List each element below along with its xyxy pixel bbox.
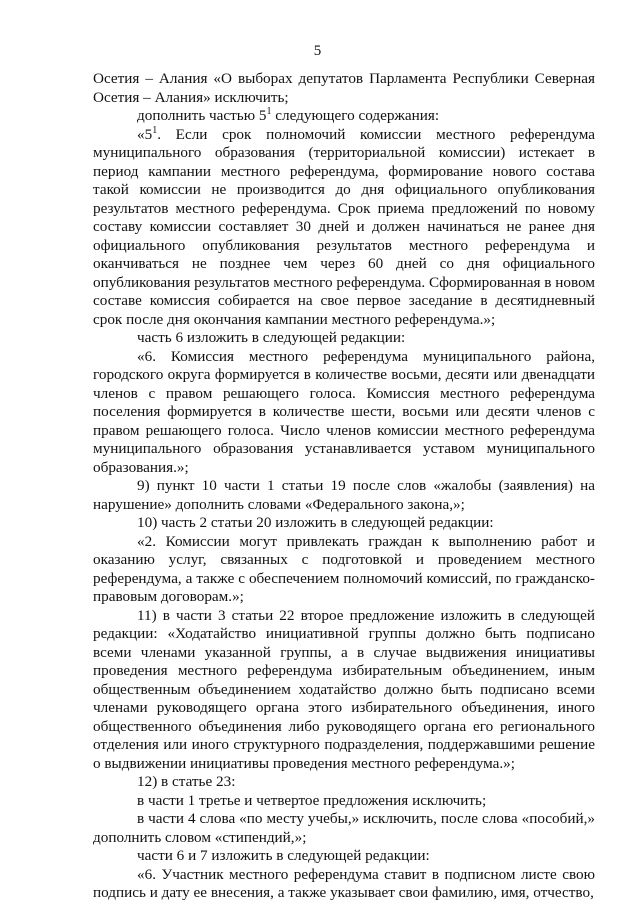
text-segment: дополнить частью 5 (137, 107, 267, 124)
paragraph-add-part (93, 107, 595, 126)
paragraph-item-12: 12) в статье 23: (137, 773, 236, 790)
page-number: 5 (313, 43, 322, 59)
paragraph-part-6-signature: «6. Участник местного референдума ставит в подписном листе свою подпись и дату ее внесения, а также указывает свои фамилию, имя, отчество, (93, 865, 595, 901)
paragraph-continuation: Осетия – Алания «О выборах депутатов Парламента Республики Северная Осетия – Алания» исключить; (93, 70, 595, 106)
text-segment: «5 (137, 125, 153, 143)
paragraph-item-12-part-4: в части 4 слова «по месту учебы,» исключить, после слова «пособий,» дополнить словом «стипендий,»; (93, 810, 595, 846)
paragraph-item-10: 10) часть 2 статьи 20 изложить в следующей редакции: (137, 514, 494, 531)
paragraph-item-10-text: «2. Комиссии могут привлекать граждан к выполнению работ и оказанию услуг, связанных с подготовкой и проведением местного референдума, а также с обеспечением полномочий комиссий, по гражданско-правовым договорам.»; (93, 532, 595, 605)
text-segment: . Если срок полномочий комиссии местного референдума муниципального образования (территориальной комиссии) истекает в период кампании местного референдума, формирование нового состава такой комиссии не производится до дня официального опубликования результатов местного референдума. Срок приема предложений по новому составу комиссии составляет 30 дней и должен начинаться не ранее дня официального опубликования результатов местного референдума и оканчиваться не позднее чем через 60 дней со дня официального опубликования результатов местного референдума. Сформированная в новом составе комиссия собирается на свое первое заседание в десятидневный срок после дня окончания кампании местного референдума.»; (93, 125, 595, 328)
paragraph-part-6-text: «6. Комиссия местного референдума муниципального района, городского округа формируется в количестве восьми, десяти или двенадцати членов с правом решающего голоса. Комиссия местного референдума поселения формируется в количестве шести, восьми или десяти членов с правом решающего голоса. Число членов комиссии местного референдума муниципального образования устанавливается уставом муниципального образования.»; (93, 347, 595, 476)
paragraph-item-11: 11) в части 3 статьи 22 второе предложение изложить в следующей редакции: «Ходатайство инициативной группы должно быть подписано всеми членами указанной группы, а в случае выдвижения инициативы проведения местного референдума избирательным объединением, иным общественным объединением ходатайство должно быть подписано всеми членами руководящего органа этого избирательного объединения, иного общественного объединения либо руководящего органа его регионального отделения или иного структурного подразделения, поддержавшими решение о выдвижении инициативы проведения местного референдума.»; (93, 606, 595, 772)
superscript: 1 (266, 105, 272, 117)
paragraph-item-9: 9) пункт 10 части 1 статьи 19 после слов «жалобы (заявления) на нарушение» дополнить словами «Федерального закона,»; (93, 477, 595, 513)
document-body (93, 70, 595, 903)
superscript: 1 (152, 124, 158, 136)
text-segment: следующего содержания: (271, 107, 440, 124)
paragraph-item-12-parts-6-7: части 6 и 7 изложить в следующей редакции: (137, 847, 430, 864)
paragraph-part-6-header: часть 6 изложить в следующей редакции: (137, 329, 406, 346)
paragraph-part-5-1 (93, 126, 595, 330)
paragraph-item-12-part-1: в части 1 третье и четвертое предложения исключить; (137, 791, 487, 809)
